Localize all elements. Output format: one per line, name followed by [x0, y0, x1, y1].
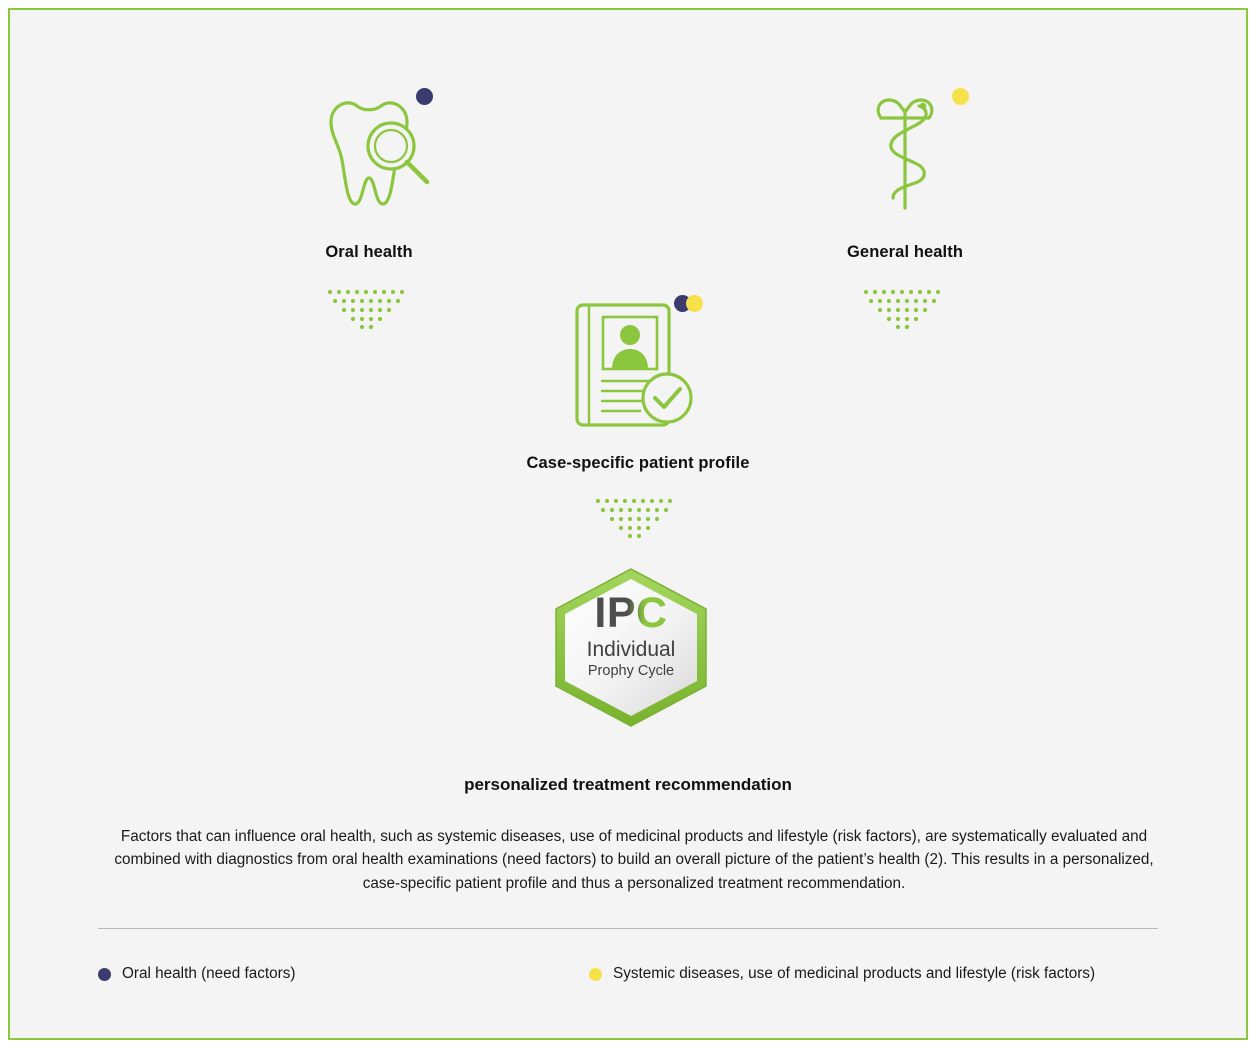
marker-dot-yellow: [952, 88, 969, 105]
node-patient-profile: [468, 295, 808, 473]
tooth-magnifier-icon: [299, 82, 439, 222]
divider: [98, 928, 1158, 929]
node-label-patient-profile: Case-specific patient profile: [526, 454, 750, 472]
chevron-arrow-oral-health: [326, 288, 412, 337]
chevron-down-icon: [594, 497, 680, 541]
chevron-arrow-general-health: [862, 288, 948, 337]
asclepius-rod-icon-wrap: [835, 82, 975, 222]
ipc-badge: [546, 565, 716, 730]
chevron-down-icon: [326, 288, 412, 332]
description-paragraph: Factors that can influence oral health, such as systemic diseases, use of medicinal products and lifestyle (risk factors), are systematically evaluated and combined with diagnostics from oral health examinations (need factors) to build an overall picture of the patient’s health (2). This results in a personalized, case-specific patient profile and thus a personalized treatment recommendation.: [114, 828, 1154, 892]
legend-label-risk-factors: Systemic diseases, use of medicinal products and lifestyle (risk factors): [613, 965, 1096, 982]
node-oral-health: [258, 82, 480, 262]
asclepius-rod-icon: [835, 82, 975, 222]
legend-item-risk-factors: [589, 965, 1095, 983]
legend: [98, 965, 1168, 1001]
ipc-line2: Prophy Cycle: [587, 663, 675, 680]
legend-dot-yellow-icon: [589, 968, 602, 981]
patient-record-check-icon: [563, 295, 713, 435]
patient-record-check-icon-wrap: [563, 295, 713, 435]
hexagon-badge-icon: [546, 565, 716, 730]
legend-item-need-factors: [98, 965, 295, 983]
tooth-magnifier-icon-wrap: [299, 82, 439, 222]
chevron-arrow-patient-profile: [594, 497, 680, 546]
legend-dot-purple-icon: [98, 968, 111, 981]
marker-dot-yellow: [686, 295, 703, 312]
chevron-down-icon: [862, 288, 948, 332]
node-label-general-health: General health: [846, 243, 964, 261]
diagram-frame: [8, 8, 1248, 1040]
node-label-oral-health: Oral health: [325, 243, 413, 261]
legend-label-need-factors: Oral health (need factors): [122, 965, 296, 982]
node-general-health: [794, 82, 1016, 262]
marker-dot-purple: [416, 88, 433, 105]
recommendation-title: personalized treatment recommendation: [464, 775, 792, 794]
ipc-line1: Individual: [586, 638, 676, 662]
